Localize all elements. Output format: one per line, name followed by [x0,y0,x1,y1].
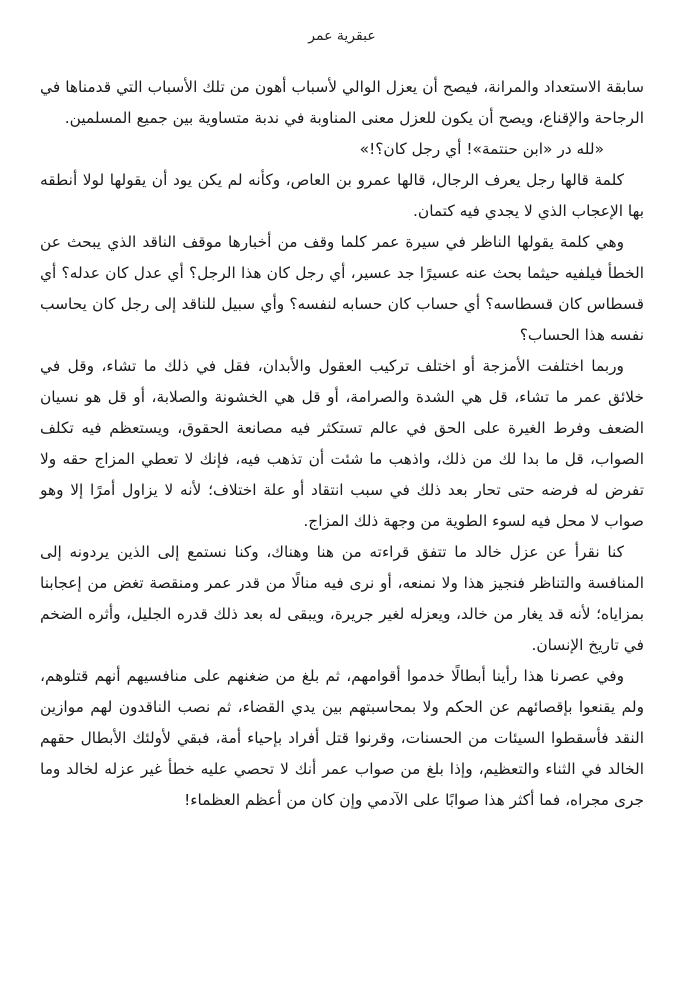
paragraph-continuation: سابقة الاستعداد والمرانة، فيصح أن يعزل الوالي لأسباب أهون من تلك الأسباب التي قدمناها في الرجاحة والإقناع، ويصح أن يكون للعزل معنى المناوبة في ندبة متساوية بين جميع المسلمين. [40,78,644,127]
running-title: عبقرية عمر [308,28,376,44]
paragraph: وربما اختلفت الأمزجة أو اختلف تركيب العقول والأبدان، فقل في ذلك ما تشاء، وقل في خلائق عمر ما تشاء، قل هي الشدة والصرامة، أو قل هي الخشونة والصلابة، أو قل هو نسيان الضعف وفرط الغيرة على الحق في عالم تستكثر فيه مصانعة الحقوق، ويستعظم فيه تكلف الصواب، قل ما بدا لك من ذلك، واذهب ما شئت أن تذهب فيه، فإنك لا تعطي المزاج حقه ولا تفرض له فرضه حتى تحار بعد ذلك في سبب انتقاد أو علة اختلاف؛ لأنه لا يزاول أمرًا إلا وهو صواب لا محل فيه لسوء الطوية من وجهة ذلك المزاج. [40,357,644,530]
page-body [40,72,644,816]
quote-line: «لله در «ابن حنتمة»! أي رجل كان؟!» [359,140,604,158]
paragraph: وهي كلمة يقولها الناظر في سيرة عمر كلما وقف من أخبارها موقف الناقد الذي يبحث عن الخطأ فيلفيه حيثما بحث عنه عسيرًا جد عسير، أي رجل كان هذا الرجل؟ أي عدل كان عدله؟ أي قسطاس كان قسطاسه؟ أي حساب كان حسابه لنفسه؟ وأي سبيل للناقد إلى رجل كان يحاسب نفسه هذا الحساب؟ [40,233,644,344]
paragraph: كنا نقرأ عن عزل خالد ما تتفق قراءته من هنا وهناك، وكنا نستمع إلى الذين يردونه إلى المنافسة والتناظر فنجيز هذا ولا نمنعه، أو نرى فيه منالًا من قدر عمر ومنقصة تغض من إعجابنا بمزاياه؛ لأنه قد يغار من خالد، ويعزله لغير جريرة، ويبقى له بعد ذلك قدره الجليل، وأثره الضخم في تاريخ الإنسان. [40,543,644,654]
paragraph: وفي عصرنا هذا رأينا أبطالًا خدموا أقوامهم، ثم بلغ من ضغنهم على منافسيهم أنهم قتلوهم، ولم يقنعوا بإقصائهم عن الحكم ولا بمحاسبتهم بين يدي القضاء، ثم نصب الناقدون لهم موازين النقد فأسقطوا السيئات من الحسنات، وقرنوا قتل أفراد بإحياء أمة، فبقي لأولئك الأبطال حقهم الخالد في الثناء والتعظيم، وإذا بلغ من صواب عمر أنك لا تحصي عليه خطأ غير عزله لخالد وما جرى مجراه، فما أكثر هذا صوابًا على الآدمي وإن كان من أعظم العظماء! [40,667,644,809]
paragraph: كلمة قالها رجل يعرف الرجال، قالها عمرو بن العاص، وكأنه لم يكن يود أن يقولها لولا أنطقه بها الإعجاب الذي لا يجدي فيه كتمان. [40,171,644,220]
